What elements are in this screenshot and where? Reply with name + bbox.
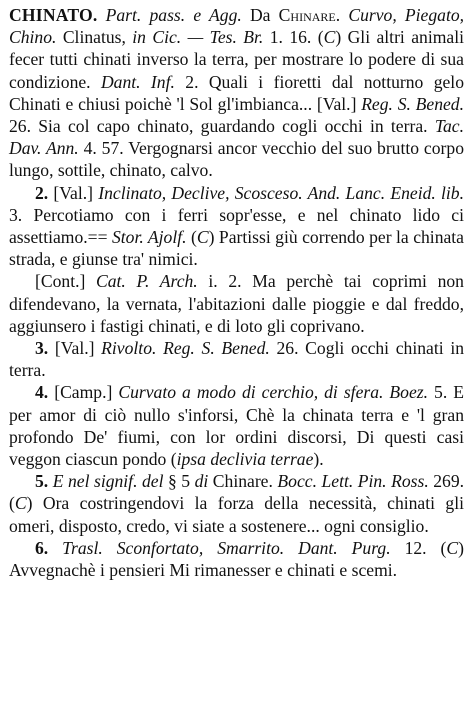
citation-marker: C: [14, 493, 27, 514]
text-segment: .: [335, 5, 349, 25]
headword: CHINATO.: [9, 5, 98, 25]
citation-source: Cat. P. Arch.: [96, 271, 198, 292]
entry-paragraph-6: [9, 470, 464, 537]
citation-source: Dant. Inf.: [100, 71, 175, 92]
text-segment: [48, 538, 62, 558]
entry-paragraph-7: [9, 537, 464, 581]
quotation: 5. E per amor di ciò nullo s'inforsi, Chè la chinata terra e 'l gran profondo De' fiumi, con lor ordini discorsi, Di questi casi veggon ciascun pondo (: [9, 382, 464, 470]
text-segment: § 5: [163, 471, 195, 492]
quotation: 26. Cogli occhi chinati in terra.: [9, 338, 465, 381]
sense-number: 4.: [35, 382, 49, 403]
definition: Curvato a modo di cerchio, di sfera. Boez.: [118, 382, 429, 403]
entry-paragraph-3: [9, 270, 464, 337]
entry-paragraph-5: [9, 381, 464, 470]
citation-source: in Cic. — Tes. Br.: [132, 27, 264, 48]
sense-number: 5.: [35, 471, 49, 492]
sense-number: 6.: [35, 537, 49, 558]
definition: Rivolto. Reg. S. Bened.: [101, 338, 270, 359]
latin-gloss: ipsa declivia terrae: [176, 449, 314, 470]
citation-source: Reg. S. Bened.: [361, 93, 464, 114]
quotation: ) Avvegnachè i pensieri Mi rimanesser e chinati e scemi.: [9, 537, 464, 581]
entry-paragraph-1: [9, 4, 464, 182]
quotation: 2. Quali i fioretti dal notturno gelo Chinati e chiusi poichè 'l Sol gl'imbianca... [Val.]: [9, 71, 464, 114]
cross-reference: Chinare: [208, 471, 269, 492]
citation-marker: C: [446, 537, 459, 558]
definition: E nel signif. del: [52, 471, 164, 492]
text-segment: [Val.]: [48, 182, 99, 203]
citation-source: Tac. Dav. Ann.: [9, 116, 464, 159]
text-segment: di: [194, 471, 209, 492]
quotation: 26. Sia col capo chinato, guardando cogli occhi in terra.: [9, 116, 435, 137]
text-segment: [Cont.]: [35, 271, 97, 292]
quotation: ) Partissi giù correndo per la chinata strada, e giunse tra' nimici.: [9, 227, 464, 270]
citation-source: Stor. Ajolf.: [111, 227, 187, 248]
entry-paragraph-4: [9, 337, 464, 381]
text-segment: 12. (: [390, 537, 447, 558]
citation-source: Bocc. Lett. Pin. Ross.: [277, 471, 429, 492]
text-segment: 269. (: [9, 471, 465, 514]
text-segment: [Val.]: [48, 338, 102, 359]
text-segment: ).: [313, 449, 324, 470]
definition: Inclinato, Declive, Scosceso. And. Lanc. Eneid. lib.: [98, 182, 465, 203]
quotation: i. 2. Ma perchè tai coprimi non difendevano, la vernata, l'abitazioni dalle pioggie e dal freddo, aggiunsero i fastigi chinati, e di loto gli coprivano.: [9, 271, 464, 336]
text-segment: [Camp.]: [48, 382, 119, 403]
quotation: ) Gli altri animali fecer tutti chinati inverso la terra, per mostrare lo podere di sua condizione.: [9, 27, 464, 92]
text-segment: (: [186, 227, 197, 248]
citation-marker: C: [196, 227, 209, 248]
latin-equivalent: Clinatus,: [56, 27, 133, 48]
quotation: ) Ora costringendovi la forza della necessità, chinati gli omeri, disposto, credo, vi siate a sostenere... ogni consiglio.: [9, 493, 464, 536]
citation-marker: C: [323, 27, 336, 48]
entry-paragraph-2: [9, 182, 464, 271]
definition: Trasl. Sconfortato, Smarrito. Dant. Purg.: [62, 537, 391, 558]
cross-reference: Chinare: [278, 5, 336, 25]
quotation: 3. Percotiamo con i ferri sopr'esse, e nel chinato lido ci assettiamo.==: [9, 204, 464, 248]
grammar-label: Part. pass. e Agg.: [97, 5, 242, 25]
text-segment: .: [268, 471, 278, 492]
definition: Curvo, Piegato, Chino.: [9, 5, 465, 48]
text-segment: 1. 16. (: [263, 27, 324, 48]
text-segment: Da: [241, 5, 279, 25]
sense-number: 3.: [35, 338, 49, 359]
sense-number: 2.: [35, 182, 49, 203]
quotation: 4. 57. Vergognarsi ancor vecchio del suo brutto corpo lungo, sottile, chinato, calvo.: [9, 138, 464, 181]
